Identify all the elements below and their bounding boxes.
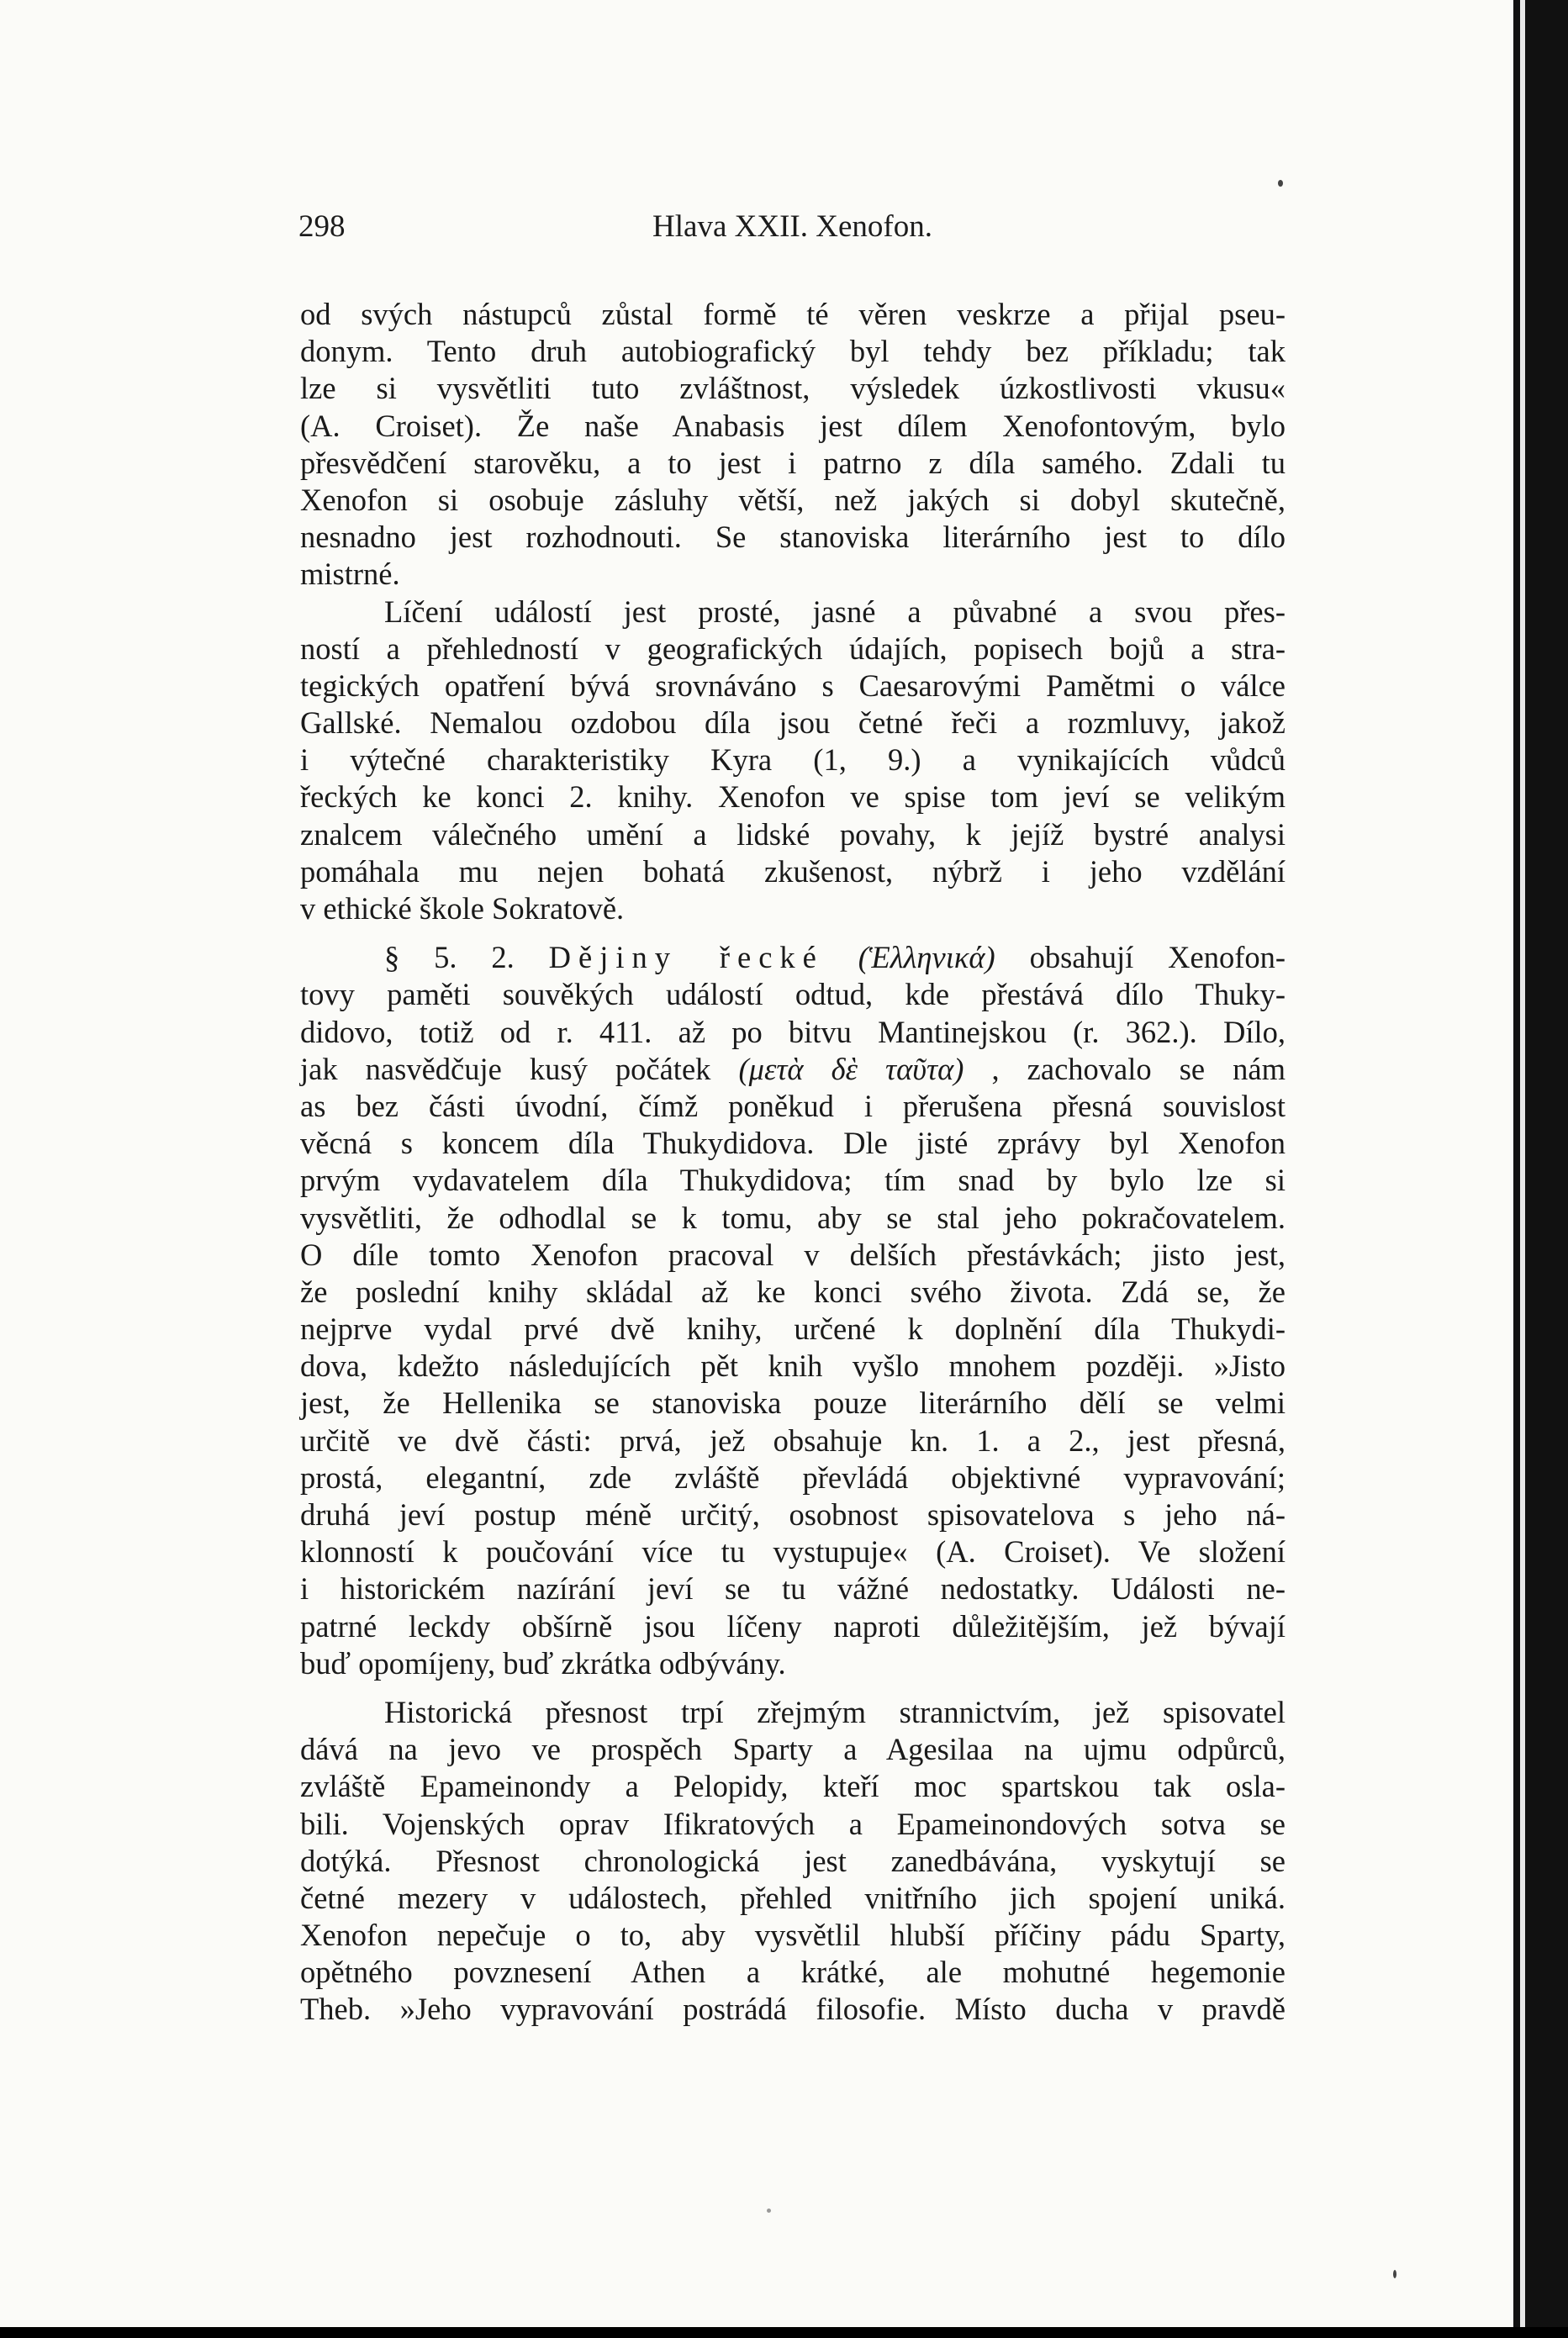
text-line: Líčení událostí jest prosté, jasné a půvabné a svou přes- xyxy=(384,594,1286,629)
text-line: tovy paměti souvěkých událostí odtud, kde přestává dílo Thuky- xyxy=(300,977,1286,1012)
paragraph-liceni xyxy=(300,594,1286,928)
paper-speck xyxy=(1278,180,1283,187)
greek-title: (Ἑλληνικά) xyxy=(858,940,995,975)
section-number: § 5. 2. xyxy=(384,940,515,975)
text-line: v ethické škole Sokratově. xyxy=(300,891,625,926)
text-line: nejprve vydal prvé dvě knihy, určené k doplnění díla Thukydi- xyxy=(300,1311,1286,1347)
page-number: 298 xyxy=(298,209,346,244)
greek-phrase: (μετὰ δὲ ταῦτα) xyxy=(738,1051,964,1086)
text-line: patrné leckdy obšírně jsou líčeny naproti důležitějším, jež bývají xyxy=(300,1608,1286,1644)
body-text xyxy=(300,296,1286,2029)
scan-edge-bottom xyxy=(0,2327,1568,2338)
text-line: určitě ve dvě části: prvá, jež obsahuje kn. 1. a 2., jest přesná, xyxy=(300,1422,1286,1458)
text-line: O díle tomto Xenofon pracoval v delších přestávkách; jisto jest, xyxy=(300,1237,1286,1272)
paragraph-historicka-presnost xyxy=(300,1694,1286,2029)
paragraph-anabasis xyxy=(300,296,1286,594)
text-line: i výtečné charakteristiky Kyra (1, 9.) a vynikajících vůdců xyxy=(300,742,1286,778)
text-line: (A. Croiset). Že naše Anabasis jest dílem Xenofontovým, bylo xyxy=(300,408,1286,443)
text-line: dotýká. Přesnost chronologická jest zanedbávána, vyskytují se xyxy=(300,1843,1286,1878)
greek-phrase-line xyxy=(300,1051,1286,1088)
paper-speck xyxy=(1393,2270,1396,2278)
text-line: didovo, totiž od r. 411. až po bitvu Mantinejskou (r. 362.). Dílo, xyxy=(300,1014,1286,1049)
text-line: druhá jeví postup méně určitý, osobnost spisovatelova s jeho ná- xyxy=(300,1497,1286,1532)
text-line: prostá, elegantní, zde zvláště převládá objektivné vypravování; xyxy=(300,1459,1286,1495)
text-line: buď opomíjeny, buď zkrátka odbývány. xyxy=(300,1645,786,1681)
text-line: ností a přehledností v geografických údajích, popisech bojů a stra- xyxy=(300,631,1286,666)
section-line-rest: obsahují Xenofon- xyxy=(1029,940,1286,975)
text-line: že poslední knihy skládal až ke konci svého života. Zdá se, že xyxy=(300,1274,1286,1309)
text-line: Theb. »Jeho vypravování postrádá filosofie. Místo ducha v pravdě xyxy=(300,1992,1286,2027)
text-line: Gallské. Nemalou ozdobou díla jsou četné řeči a rozmluvy, jakož xyxy=(300,705,1286,741)
section-dejiny-recke xyxy=(300,939,1286,1682)
line-part: jak nasvědčuje kusý počátek xyxy=(300,1051,711,1086)
text-line: jest, že Hellenika se stanoviska pouze literárního dělí se velmi xyxy=(300,1385,1286,1421)
text-line: dává na jevo ve prospěch Sparty a Agesilaa na ujmu odpůrců, xyxy=(300,1732,1286,1767)
text-line: mistrné. xyxy=(300,557,400,592)
text-line: nesnadno jest rozhodnouti. Se stanoviska literárního jest to dílo xyxy=(300,520,1286,555)
section-title: Dějiny řecké xyxy=(548,940,824,975)
text-line: tegických opatření bývá srovnáváno s Caesarovými Pamětmi o válce xyxy=(300,668,1286,703)
text-line: i historickém nazírání jeví se tu vážné nedostatky. Události ne- xyxy=(300,1571,1286,1607)
text-line: Xenofon si osobuje zásluhy větší, než jakých si dobyl skutečně, xyxy=(300,482,1286,517)
paragraph-gap xyxy=(300,1682,1286,1694)
text-line: od svých nástupců zůstal formě té věren veskrze a přijal pseu- xyxy=(300,297,1286,331)
running-title: Hlava XXII. Xenofon. xyxy=(652,209,932,244)
text-line: as bez části úvodní, čímž poněkud i přerušena přesná souvislost xyxy=(300,1088,1286,1123)
text-line: dova, kdežto následujících pět knih vyšlo mnohem později. »Jisto xyxy=(300,1348,1286,1384)
text-line: prvým vydavatelem díla Thukydidova; tím snad by bylo lze si xyxy=(300,1163,1286,1198)
line-part: , zachovalo se nám xyxy=(991,1051,1286,1086)
text-line: Historická přesnost trpí zřejmým strannictvím, jež spisovatel xyxy=(384,1694,1286,1729)
paragraph-gap xyxy=(300,927,1286,939)
text-line: vysvětliti, že odhodlal se k tomu, aby se stal jeho pokračovatelem. xyxy=(300,1200,1286,1235)
text-line: Xenofon nepečuje o to, aby vysvětlil hlubší příčiny pádu Sparty, xyxy=(300,1918,1286,1953)
paper-speck xyxy=(767,2209,771,2213)
text-line: bili. Vojenských oprav Ifikratových a Epameinondových sotva se xyxy=(300,1806,1286,1841)
text-line: lze si vysvětliti tuto zvláštnost, výsledek úzkostlivosti vkusu« xyxy=(300,371,1286,406)
text-line: řeckých ke konci 2. knihy. Xenofon ve spise tom jeví se velikým xyxy=(300,779,1286,815)
section-heading-line xyxy=(300,939,1286,976)
text-line: donym. Tento druh autobiografický byl tehdy bez příkladu; tak xyxy=(300,334,1286,369)
scan-edge-line xyxy=(1520,0,1525,2338)
page-header xyxy=(298,208,1286,251)
text-line: opětného povznesení Athen a krátké, ale mohutné hegemonie xyxy=(300,1955,1286,1990)
text-line: zvláště Epameinondy a Pelopidy, kteří moc spartskou tak osla- xyxy=(300,1769,1286,1804)
text-line: klonností k poučování více tu vystupuje« (A. Croiset). Ve složení xyxy=(300,1534,1286,1570)
text-line: přesvědčení starověku, a to jest i patrno z díla samého. Zdali tu xyxy=(300,445,1286,480)
text-line: znalcem válečného umění a lidské povahy, k jejíž bystré analysi xyxy=(300,816,1286,852)
text-line: pomáhala mu nejen bohatá zkušenost, nýbrž i jeho vzdělání xyxy=(300,853,1286,889)
text-line: četné mezery v událostech, přehled vnitřního jich spojení uniká. xyxy=(300,1880,1286,1915)
text-line: věcná s koncem díla Thukydidova. Dle jisté zprávy byl Xenofon xyxy=(300,1126,1286,1161)
